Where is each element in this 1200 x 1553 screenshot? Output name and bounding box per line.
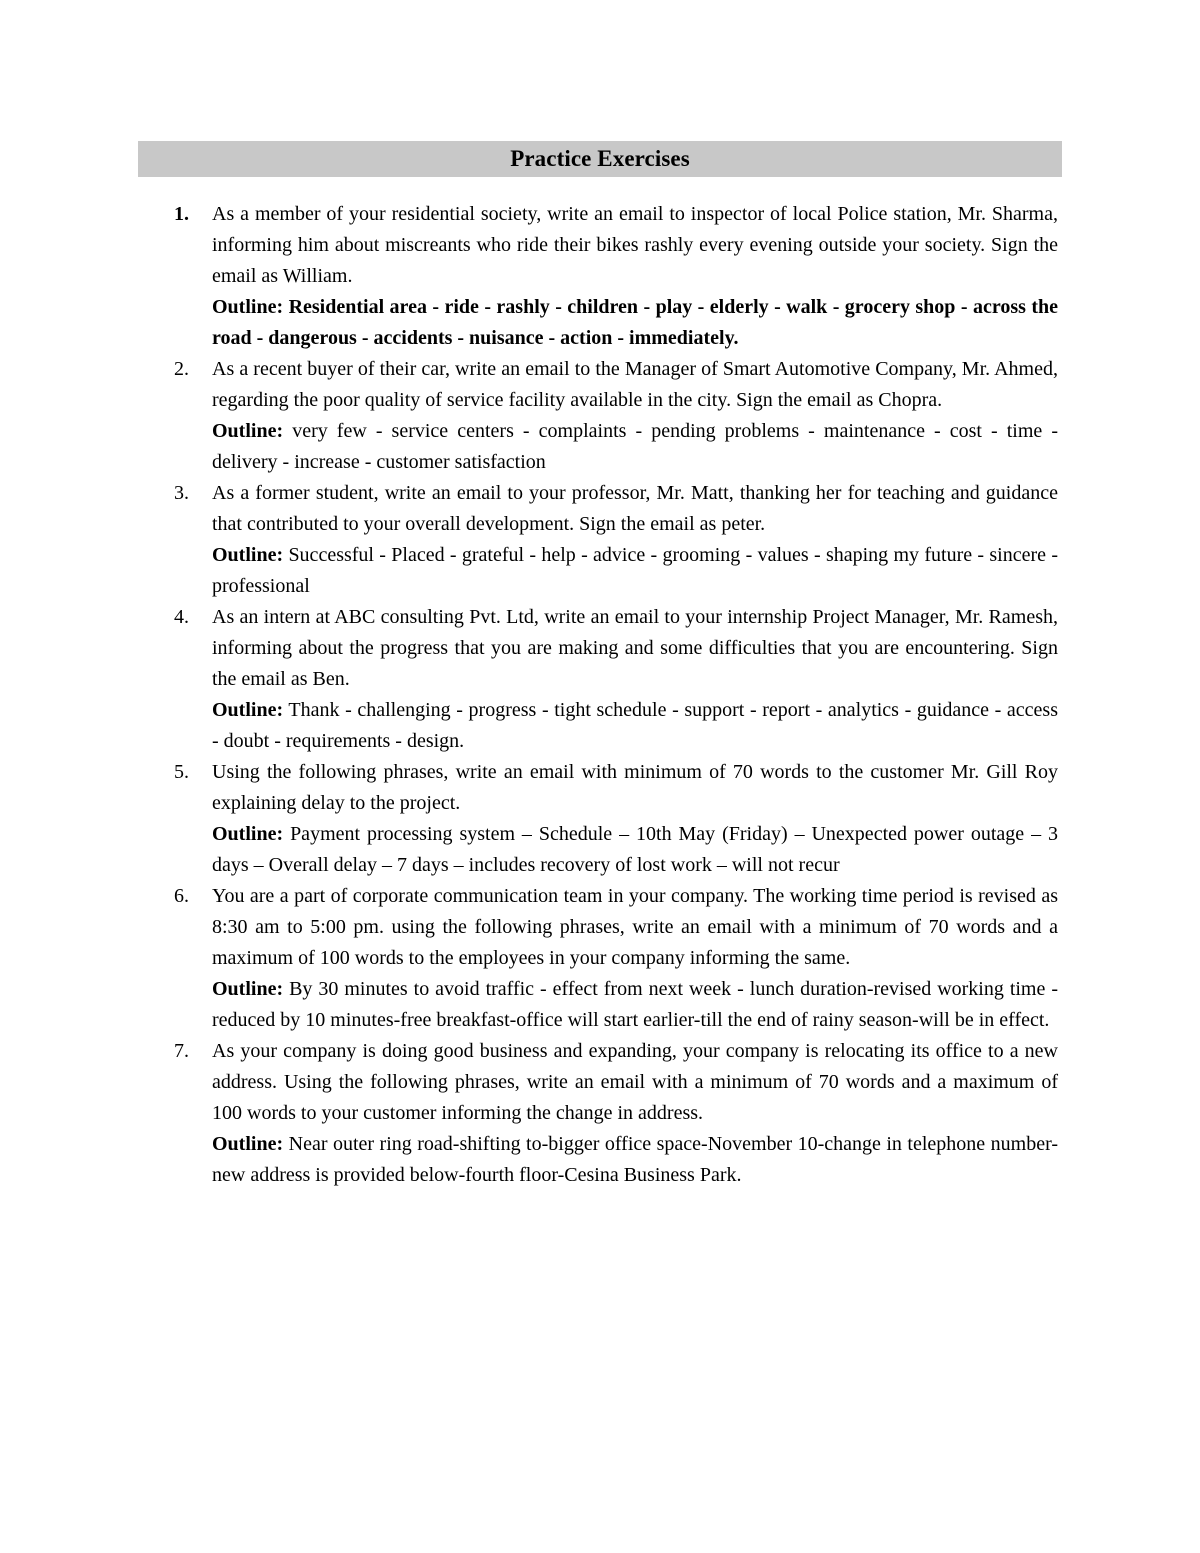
exercise-prompt: As a recent buyer of their car, write an email to the Manager of Smart Automotive Company, Mr. Ahmed, regarding the poor quality of service facility available in the city. Sign the email as Chopra. (212, 358, 1058, 411)
exercise-number: 2. (174, 358, 189, 380)
exercise-list (0, 199, 1200, 1191)
outline-label: Outline: (212, 699, 284, 721)
title-banner (138, 141, 1062, 177)
exercise-item-1 (0, 199, 1200, 354)
outline-text: Successful - Placed - grateful - help - advice - grooming - values - shaping my future - sincere - professional (212, 544, 1058, 597)
exercise-outline (212, 819, 1058, 881)
exercise-prompt: You are a part of corporate communication team in your company. The working time period is revised as 8:30 am to 5:00 pm. using the following phrases, write an email with a minimum of 70 words and a maximum of 100 words to the employees in your company informing the same. (212, 885, 1058, 969)
exercise-number: 3. (174, 482, 189, 504)
exercise-item-4 (0, 602, 1200, 757)
exercise-outline (212, 974, 1058, 1036)
page-title: Practice Exercises (510, 146, 690, 171)
outline-label: Outline: (212, 296, 284, 318)
exercise-prompt: As a member of your residential society, write an email to inspector of local Police station, Mr. Sharma, informing him about miscreants who ride their bikes rashly every evening outside your society. Sign the email as William. (212, 203, 1058, 287)
exercise-outline (212, 1129, 1058, 1191)
exercise-number: 4. (174, 606, 189, 628)
outline-text: By 30 minutes to avoid traffic - effect from next week - lunch duration-revised working time - reduced by 10 minutes-free breakfast-office will start earlier-till the end of rainy season-will be in effect. (212, 978, 1058, 1031)
exercise-item-6 (0, 881, 1200, 1036)
exercise-item-5 (0, 757, 1200, 881)
outline-label: Outline: (212, 544, 284, 566)
exercise-item-3 (0, 478, 1200, 602)
outline-label: Outline: (212, 823, 284, 845)
outline-text: Thank - challenging - progress - tight schedule - support - report - analytics - guidance - access - doubt - requirements - design. (212, 699, 1059, 752)
exercise-outline (212, 292, 1058, 354)
exercise-item-2 (0, 354, 1200, 478)
outline-label: Outline: (212, 1133, 284, 1155)
exercise-outline (212, 695, 1058, 757)
outline-label: Outline: (212, 420, 284, 442)
exercise-prompt: As a former student, write an email to your professor, Mr. Matt, thanking her for teaching and guidance that contributed to your overall development. Sign the email as peter. (212, 482, 1058, 535)
outline-text: very few - service centers - complaints - pending problems - maintenance - cost - time - delivery - increase - customer satisfaction (212, 420, 1058, 473)
outline-text: Payment processing system – Schedule – 10th May (Friday) – Unexpected power outage – 3 days – Overall delay – 7 days – includes recovery of lost work – will not recur (212, 823, 1059, 876)
exercise-number: 6. (174, 885, 189, 907)
exercise-prompt: As an intern at ABC consulting Pvt. Ltd, write an email to your internship Project Manager, Mr. Ramesh, informing about the progress that you are making and some difficulties that you are encountering. Sign the email as Ben. (212, 606, 1058, 690)
outline-label: Outline: (212, 978, 284, 1000)
exercise-outline (212, 416, 1058, 478)
exercise-number: 1. (174, 203, 189, 225)
exercise-item-7 (0, 1036, 1200, 1191)
exercise-outline (212, 540, 1058, 602)
exercise-prompt: Using the following phrases, write an email with minimum of 70 words to the customer Mr. Gill Roy explaining delay to the project. (212, 761, 1058, 814)
exercise-prompt: As your company is doing good business and expanding, your company is relocating its office to a new address. Using the following phrases, write an email with a minimum of 70 words and a maximum of 100 words to your customer informing the change in address. (212, 1040, 1058, 1124)
exercise-number: 7. (174, 1040, 189, 1062)
outline-text: Near outer ring road-shifting to-bigger office space-November 10-change in telephone number-new address is provided below-fourth floor-Cesina Business Park. (212, 1133, 1059, 1186)
outline-text: Residential area - ride - rashly - children - play - elderly - walk - grocery shop - across the road - dangerous - accidents - nuisance - action - immediately. (212, 296, 1058, 349)
exercise-number: 5. (174, 761, 189, 783)
